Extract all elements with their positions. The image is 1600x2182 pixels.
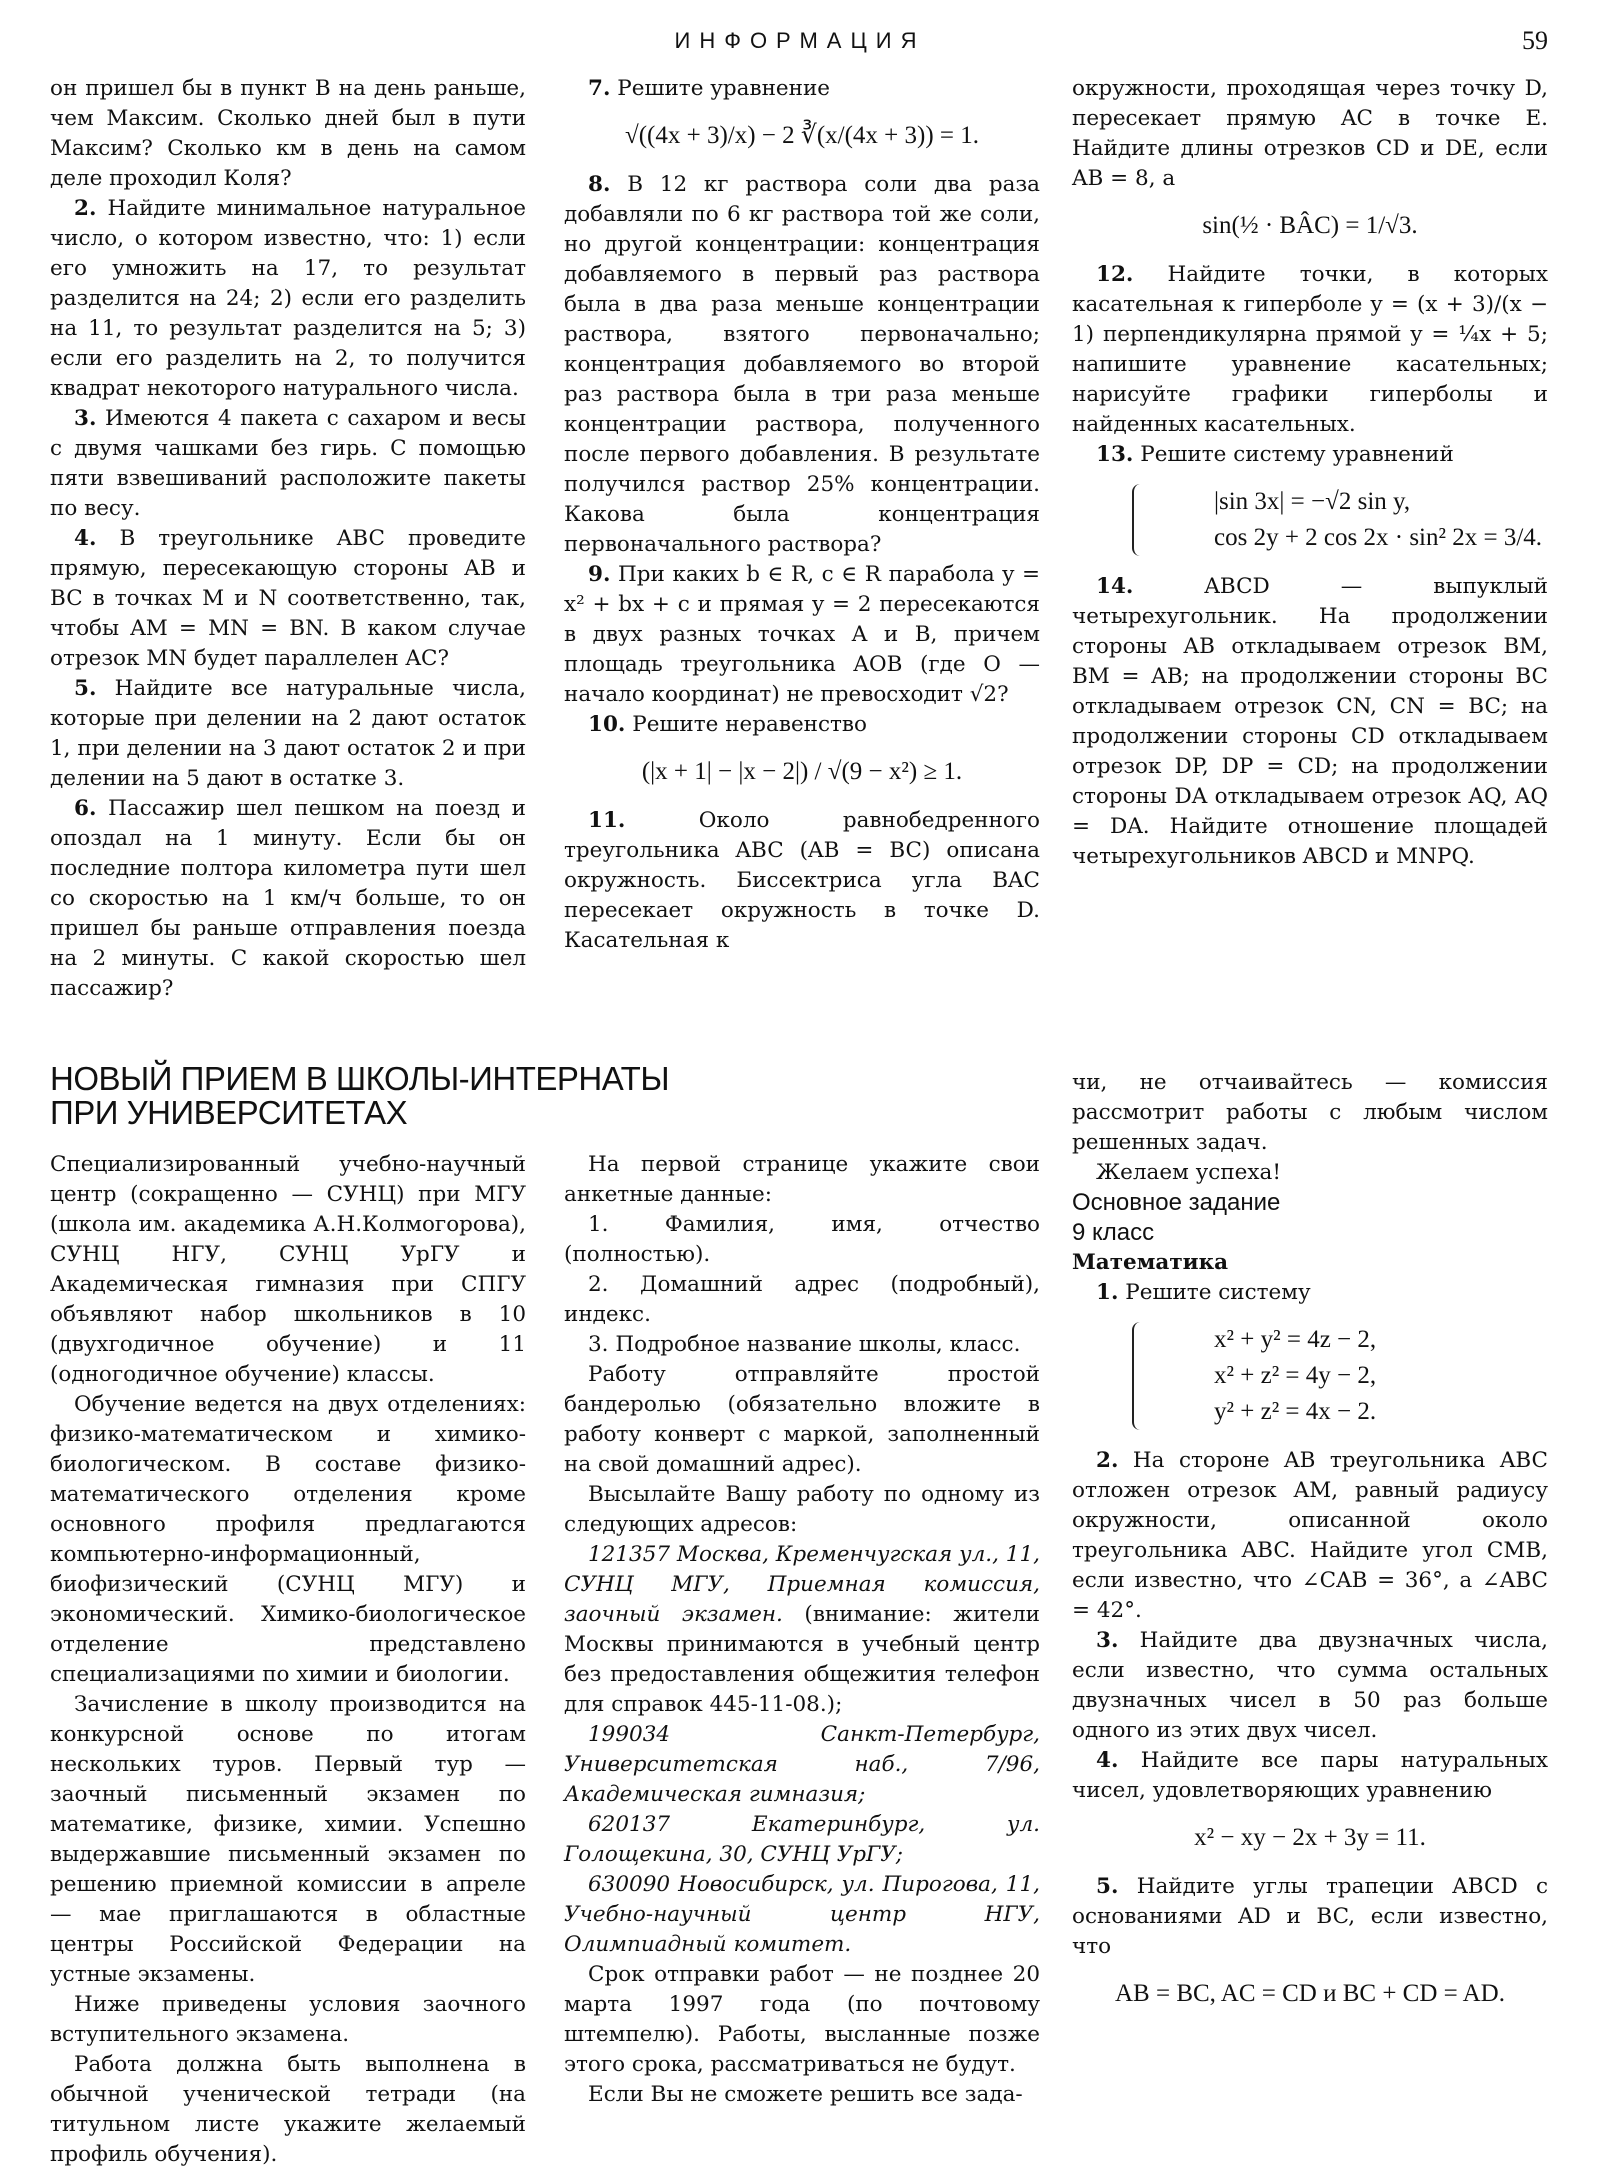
paragraph-text: Работа должна быть выполнена в обычной ученической тетради (на титульном листе укажите желаемый профиль обучения). (50, 2052, 526, 2167)
formula (1132, 1322, 1548, 1430)
problem-number: 9. (588, 562, 611, 587)
paragraph-text: Найдите минимальное натуральное число, о котором известно, что: 1) если его умножить на 17, то результат разделится на 24; 2) если его разделить на 11, то результат разделится на 5; 3) если его разделить на 2, то получится квадрат некоторого натурального числа. (50, 196, 526, 401)
problem (50, 794, 526, 1004)
paragraph (564, 1210, 1040, 1270)
paragraph-text: Желаем успеха! (1096, 1160, 1281, 1185)
paragraph-text: ABCD — выпуклый четырехугольник. На продолжении стороны AB откладываем отрезок BM, BM = AB; на продолжении стороны BC откладываем отрезок CN, CN = BC; на продолжении стороны CD откладываем отрезок DP, DP = CD; на продолжении стороны DA откладываем отрезок AQ, AQ = DA. Найдите отношение площадей четырехугольников ABCD и MNPQ. (1072, 574, 1548, 869)
paragraph-text: Ниже приведены условия заочного вступительного экзамена. (50, 1992, 526, 2047)
running-header: ИНФОРМАЦИЯ (674, 28, 926, 53)
formula (1132, 484, 1548, 556)
paragraph (50, 74, 526, 194)
paragraph-text: На стороне AB треугольника ABC отложен отрезок AM, равный радиусу окружности, описанной около треугольника ABC. Найдите угол CMB, если известно, что ∠CAB = 36°, а ∠ABC = 42°. (1072, 1448, 1548, 1623)
paragraph-text: Решите систему (1118, 1280, 1311, 1305)
paragraph (1072, 74, 1548, 194)
problem (50, 524, 526, 674)
formula-line: |sin 3x| = −√2 sin y, (1214, 488, 1411, 515)
paragraph-text: 1. Фамилия, имя, отчество (полностью). (564, 1212, 1040, 1267)
paragraph (564, 1540, 1040, 1720)
problem-number: 4. (1096, 1748, 1119, 1773)
paragraph-text: Срок отправки работ — не позднее 20 марта 1997 года (по почтовому штемпелю). Работы, высланные позже этого срока, рассматриваться не будут. (564, 1962, 1040, 2077)
address-text: 199034 Санкт-Петербург, Университетская наб., 7/96, Академическая гимназия; (564, 1722, 1040, 1807)
paragraph-text: При каких b ∈ R, c ∈ R парабола y = x² + bx + c и прямая y = 2 пересекаются в двух разных точках A и B, причем площадь треугольника AOB (где O — начало координат) не превосходит √2? (564, 562, 1040, 707)
formula-line: x² − xy − 2x + 3y = 11. (1194, 1824, 1426, 1851)
address-text: 630090 Новосибирск, ул. Пирогова, 11, Учебно-научный центр НГУ, Олимпиадный комитет. (564, 1872, 1040, 1957)
problem (1072, 1278, 1548, 1308)
formula (1072, 1820, 1548, 1856)
problem-number: 10. (588, 712, 626, 737)
problem (50, 404, 526, 524)
formula (564, 754, 1040, 790)
formula-line: cos 2y + 2 cos 2x · sin² 2x = 3/4. (1214, 524, 1543, 551)
problem-number: 8. (588, 172, 611, 197)
problem-number: 12. (1096, 262, 1134, 287)
problem (564, 806, 1040, 956)
paragraph-text: Зачисление в школу производится на конкурсной основе по итогам нескольких туров. Первый тур — заочный письменный экзамен по математике, физике, химии. Успешно выдержавшие письменный экзамен по решению приемной комиссии в апреле — мае приглашаются в областные центры Российской Федерации на устные экзамены. (50, 1692, 526, 1987)
paragraph-text: Обучение ведется на двух отделениях: физико-математическом и химико-биологическом. В составе физико-математического отделения кроме основного профиля предлагаются компьютерно-информационный, биофизический (СУНЦ МГУ) и экономический. Химико-биологическое отделение представлено специализациями по химии и биологии. (50, 1392, 526, 1687)
paragraph (50, 1150, 526, 1390)
problem-number: 11. (588, 808, 626, 833)
paragraph-text: Высылайте Вашу работу по одному из следующих адресов: (564, 1482, 1040, 1537)
paragraph-text: 3. Подробное название школы, класс. (588, 1332, 1021, 1357)
problem-number: 1. (1096, 1280, 1119, 1305)
problem-number: 3. (74, 406, 97, 431)
paragraph-text: Около равнобедренного треугольника ABC (AB = BC) описана окружность. Биссектриса угла BAC пересекает окружность в точке D. Касательная к (564, 808, 1040, 953)
paragraph-text: окружности, проходящая через точку D, пересекает прямую AC в точке E. Найдите длины отрезков CD и DE, если AB = 8, а (1072, 76, 1548, 191)
problem (564, 710, 1040, 740)
paragraph-text: Имеются 4 пакета с сахаром и весы с двумя чашками без гирь. С помощью пяти взвешиваний расположите пакеты по весу. (50, 406, 526, 521)
paragraph (50, 2050, 526, 2170)
paragraph (564, 1720, 1040, 1810)
problem-number: 4. (74, 526, 97, 551)
paragraph (564, 1810, 1040, 1870)
paragraph-text: 2. Домашний адрес (подробный), индекс. (564, 1272, 1040, 1327)
formula (564, 118, 1040, 154)
problem (564, 74, 1040, 104)
problem-number: 5. (1096, 1874, 1119, 1899)
top-column-1 (50, 74, 526, 1004)
problem (1072, 572, 1548, 872)
problem (564, 560, 1040, 710)
top-column-3 (1072, 74, 1548, 872)
paragraph (564, 1870, 1040, 1960)
paragraph-text: Пассажир шел пешком на поезд и опоздал на 1 минуту. Если бы он последние полтора километра пути шел со скоростью на 1 км/ч больше, то он пришел бы раньше отправления поезда на 2 минуты. С какой скоростью шел пассажир? (50, 796, 526, 1001)
paragraph-text: Решите уравнение (610, 76, 831, 101)
formula-line: (|x + 1| − |x − 2|) / √(9 − x²) ≥ 1. (641, 758, 963, 785)
bottom-column-1 (50, 1150, 526, 2170)
formula-line: x² + y² = 4z − 2, (1214, 1326, 1377, 1353)
problem (1072, 1446, 1548, 1626)
problem (50, 674, 526, 794)
paragraph (564, 2080, 1040, 2110)
problem-number: 13. (1096, 442, 1134, 467)
paragraph-text: он пришел бы в пункт B на день раньше, чем Максим. Сколько дней был в пути Максим? Сколько км в день на самом деле проходил Коля? (50, 76, 526, 191)
problem-number: 5. (74, 676, 97, 701)
section-heading-line-2: ПРИ УНИВЕРСИТЕТАХ (50, 1094, 408, 1131)
paragraph-text: Найдите все натуральные числа, которые при делении на 2 дают остаток 1, при делении на 3 дают остаток 2 и при делении на 5 дают в остатке 3. (50, 676, 526, 791)
formula-line: √((4x + 3)/x) − 2 ∛(x/(4x + 3)) = 1. (624, 122, 980, 149)
paragraph-text: Работу отправляйте простой бандеролью (обязательно вложите в работу конверт с маркой, заполненный на свой домашний адрес). (564, 1362, 1040, 1477)
paragraph-text: Решите неравенство (625, 712, 867, 737)
paragraph (564, 1480, 1040, 1540)
paragraph-text: В треугольнике ABC проведите прямую, пересекающую стороны AB и BC в точках M и N соответственно, так, чтобы AM = MN = BN. В каком случае отрезок MN будет параллелен AC? (50, 526, 526, 671)
formula-line: x² + z² = 4y − 2, (1214, 1362, 1377, 1389)
problem (1072, 1746, 1548, 1806)
paragraph (50, 1390, 526, 1690)
problem-number: 2. (74, 196, 97, 221)
paragraph (564, 1960, 1040, 2080)
problem (50, 194, 526, 404)
paragraph-text: Найдите два двузначных числа, если известно, что сумма остальных двузначных чисел в 50 раз больше одного из этих двух чисел. (1072, 1628, 1548, 1743)
bottom-column-2 (564, 1150, 1040, 2110)
paragraph (564, 1360, 1040, 1480)
paragraph-text: В 12 кг раствора соли два раза добавляли по 6 кг раствора той же соли, но другой концентрации: концентрация добавляемого в первый раз раствора была в два раза меньше концентрации раствора, взятого первоначально; концентрация добавляемого во второй раз раствора была в три раза меньше концентрации раствора, полученного после первого добавления. В результате получился раствор 25% концентрации. Какова была концентрация первоначального раствора? (564, 172, 1040, 557)
paragraph-text: Найдите все пары натуральных чисел, удовлетворяющих уравнению (1072, 1748, 1548, 1803)
paragraph (564, 1330, 1040, 1360)
grade-label: 9 класс (1072, 1219, 1155, 1246)
paragraph-text: Специализированный учебно-научный центр (сокращенно — СУНЦ) при МГУ (школа им. академика А.Н.Колмогорова), СУНЦ НГУ, СУНЦ УрГУ и Академическая гимназия при СПГУ объявляют набор школьников в 10 (двухгодичное обучение) и 11 (одногодичное обучение) классы. (50, 1152, 526, 1387)
paragraph-text: чи, не отчаивайтесь — комиссия рассмотрит работы с любым числом решенных задач. (1072, 1070, 1548, 1155)
paragraph (564, 1270, 1040, 1330)
problem (1072, 260, 1548, 440)
paragraph (564, 1150, 1040, 1210)
formula-line: AB = BC, AC = CD и BC + CD = AD. (1115, 1980, 1505, 2007)
paragraph-text: (внимание: жители Москвы принимаются в учебный центр без предоставления общежития телефон для справок 445-11-08.); (564, 1602, 1040, 1717)
problem-number: 2. (1096, 1448, 1119, 1473)
problem-number: 3. (1096, 1628, 1119, 1653)
subsection-title: Основное задание (1072, 1189, 1281, 1216)
problem-number: 14. (1096, 574, 1134, 599)
formula-line: sin(½ · BÂC) = 1/√3. (1202, 212, 1418, 239)
paragraph-text: Если Вы не сможете решить все зада- (588, 2082, 1023, 2107)
problem-number: 6. (74, 796, 97, 821)
problem (1072, 1626, 1548, 1746)
paragraph (50, 1990, 526, 2050)
problem (1072, 1872, 1548, 1962)
paragraph (1072, 1068, 1548, 1158)
bottom-column-3 (1072, 1068, 1548, 2028)
subject-label: Математика (1072, 1250, 1229, 1275)
paragraph-text: Найдите точки, в которых касательная к гиперболе y = (x + 3)/(x − 1) перпендикулярна прямой y = ¼x + 5; напишите уравнение касательных; нарисуйте графики гиперболы и найденных касательных. (1072, 262, 1548, 437)
address-text: 620137 Екатеринбург, ул. Голощекина, 30, СУНЦ УрГУ; (564, 1812, 1040, 1867)
top-column-2 (564, 74, 1040, 956)
formula-line: y² + z² = 4x − 2. (1214, 1398, 1377, 1425)
problem (1072, 440, 1548, 470)
problem-number: 7. (588, 76, 611, 101)
paragraph-text: Найдите углы трапеции ABCD с основаниями AD и BC, если известно, что (1072, 1874, 1548, 1959)
address-text: 121357 Москва, Кременчугская ул., 11, СУНЦ МГУ, Приемная комиссия, заочный экзамен. (564, 1542, 1040, 1627)
formula (1072, 208, 1548, 244)
paragraph-text: Решите систему уравнений (1133, 442, 1454, 467)
formula (1072, 1976, 1548, 2012)
problem (564, 170, 1040, 560)
section-heading (50, 1062, 669, 1130)
section-heading-line-1: НОВЫЙ ПРИЕМ В ШКОЛЫ-ИНТЕРНАТЫ (50, 1060, 670, 1097)
paragraph (50, 1690, 526, 1990)
paragraph (1072, 1158, 1548, 1188)
paragraph-text: На первой странице укажите свои анкетные данные: (564, 1152, 1040, 1207)
page-number: 59 (1522, 26, 1548, 55)
